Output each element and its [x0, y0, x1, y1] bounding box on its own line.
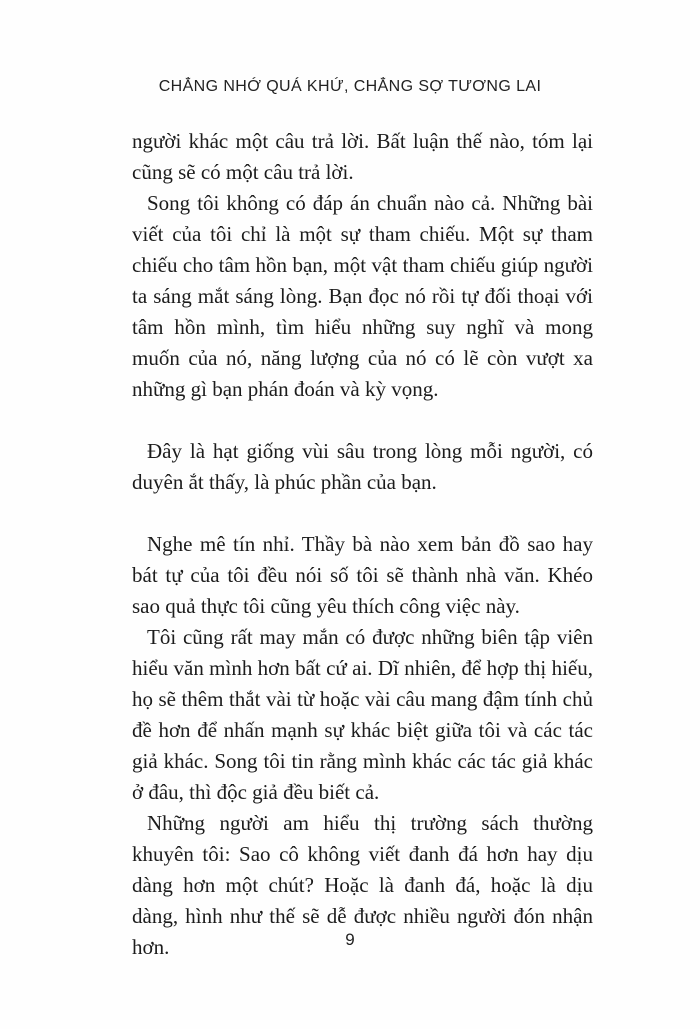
- paragraph: Tôi cũng rất may mắn có được những biên tập viên hiểu văn mình hơn bất cứ ai. Dĩ nhiên, để hợp thị hiếu, họ sẽ thêm thắt vài từ hoặc vài câu mang đậm tính chủ đề hơn để nhấn mạnh sự khác biệt giữa tôi và các tác giả khác. Song tôi tin rằng mình khác các tác giả khác ở đâu, thì độc giả đều biết cả.: [132, 625, 593, 804]
- body-text: [132, 126, 593, 963]
- running-header: CHẲNG NHỚ QUÁ KHỨ, CHẲNG SỢ TƯƠNG LAI: [158, 78, 542, 95]
- paragraph: người khác một câu trả lời. Bất luận thế nào, tóm lại cũng sẽ có một câu trả lời.: [132, 129, 593, 184]
- page-number: 9: [345, 930, 355, 949]
- paragraph: Song tôi không có đáp án chuẩn nào cả. Những bài viết của tôi chỉ là một sự tham chiếu. Một sự tham chiếu cho tâm hồn bạn, một vật tham chiếu giúp người ta sáng mắt sáng lòng. Bạn đọc nó rồi tự đối thoại với tâm hồn mình, tìm hiểu những suy nghĩ và mong muốn của nó, năng lượng của nó có lẽ còn vượt xa những gì bạn phán đoán và kỳ vọng.: [132, 191, 593, 401]
- paragraph: Nghe mê tín nhỉ. Thầy bà nào xem bản đồ sao hay bát tự của tôi đều nói số tôi sẽ thành nhà văn. Khéo sao quả thực tôi cũng yêu thích công việc này.: [132, 532, 593, 618]
- paragraph: Đây là hạt giống vùi sâu trong lòng mỗi người, có duyên ắt thấy, là phúc phần của bạn.: [132, 439, 593, 494]
- paragraph: Những người am hiểu thị trường sách thường khuyên tôi: Sao cô không viết đanh đá hơn hay dịu dàng hơn một chút? Hoặc là đanh đá, hoặc là dịu dàng, hình như thế sẽ dễ được nhiều người đón nhận hơn.: [132, 811, 593, 959]
